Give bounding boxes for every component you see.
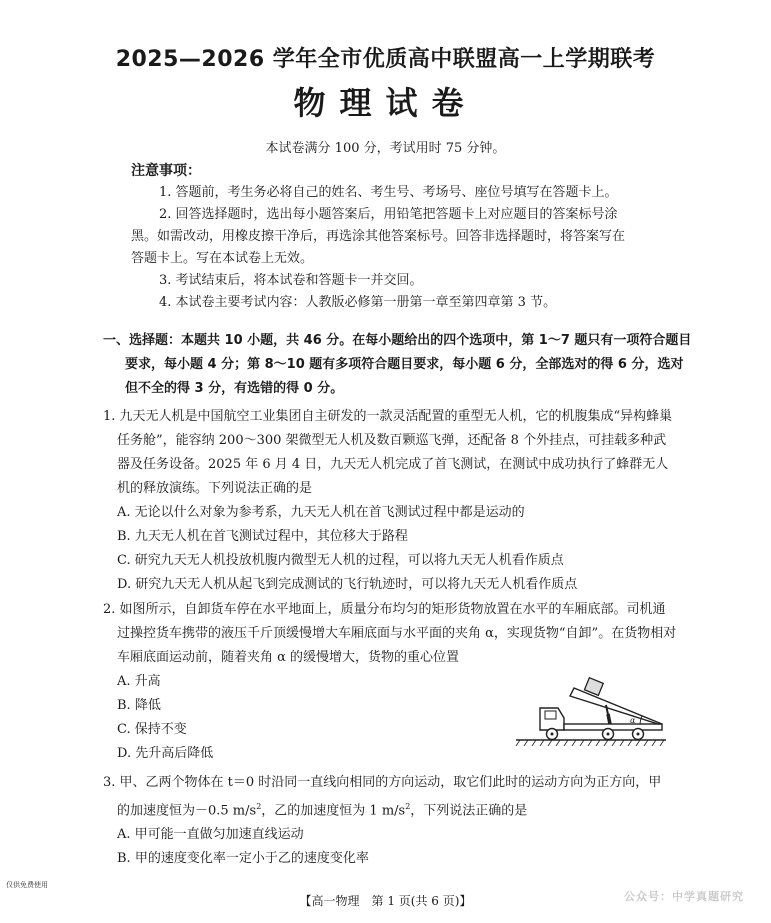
question-stem-part: 3. 甲、乙两个物体在 t＝0 时沿同一直线向相同的方向运动，取它们此时的运动方向为正方向，甲的加速度恒为－0.5 m/s bbox=[103, 775, 662, 819]
superscript: 2 bbox=[405, 802, 411, 811]
superscript: 2 bbox=[256, 802, 262, 811]
question-stem-part: ，下列说法正确的是 bbox=[410, 803, 528, 819]
option-d: D. 研究九天无人机从起飞到完成测试的飞行轨迹时，可以将九天无人机看作质点 bbox=[117, 577, 578, 592]
angle-alpha-label: α bbox=[630, 716, 636, 725]
option-d: D. 先升高后降低 bbox=[117, 746, 214, 761]
question-stem-part: ，乙的加速度恒为 1 m/s bbox=[261, 803, 406, 819]
dump-truck-diagram bbox=[512, 674, 672, 752]
notice-item: 4. 本试卷主要考试内容：人教版必修第一册第一章至第四章第 3 节。 bbox=[159, 295, 557, 310]
notice-item: 3. 考试结束后，将本试卷和答题卡一并交回。 bbox=[159, 273, 423, 288]
option-b: B. 降低 bbox=[117, 698, 161, 713]
exam-meta: 本试卷满分 100 分，考试用时 75 分钟。 bbox=[265, 141, 506, 156]
page-footer: 【高一物理 第 1 页(共 6 页)】 bbox=[299, 894, 472, 908]
notice-item: 1. 答题前，考生务必将自己的姓名、考生号、考场号、座位号填写在答题卡上。 bbox=[159, 185, 618, 200]
question-1 bbox=[103, 405, 673, 597]
section-heading: 一、选择题：本题共 10 小题，共 46 分。在每小题给出的四个选项中，第 1～7 题只有一项符合题目要求，每小题 4 分；第 8～10 题有多项符合题目要求，每小题 6 分，全部选对的得 6 分，选对但不全的得 3 分，有选错的得 0 分。 bbox=[103, 333, 692, 396]
option-b: B. 甲的速度变化率一定小于乙的速度变化率 bbox=[117, 851, 369, 867]
notice-heading: 注意事项： bbox=[131, 163, 201, 179]
question-stem: 2. 如图所示，自卸货车停在水平地面上，质量分布均匀的矩形货物放置在水平的车厢底部。司机通过操控货车携带的液压千斤顶缓慢增大车厢底面与水平面的夹角 α，实现货物“自卸”。在货物相对车厢底面运动前，随着夹角 α 的缓慢增大，货物的重心位置 bbox=[103, 602, 677, 665]
watermark: 公众号：中学真题研究 bbox=[624, 890, 744, 903]
question-stem: 1. 九天无人机是中国航空工业集团自主研发的一款灵活配置的重型无人机，它的机腹集成“异构蜂巢任务舱”，能容纳 200～300 架微型无人机及数百颗巡飞弹，还配备 8 个外挂点，可挂载多种武器及任务设备。2025 年 6 月 4 日，九天无人机完成了首飞测试，在测试中成功执行了蜂群无人机的释放演练。下列说法正确的是 bbox=[103, 409, 673, 496]
exam-title: 2025—2026 学年全市优质高中联盟高一上学期联考 bbox=[115, 47, 656, 72]
question-3 bbox=[103, 771, 673, 871]
question-stem bbox=[103, 771, 673, 823]
option-c: C. 保持不变 bbox=[117, 722, 187, 737]
option-a: A. 升高 bbox=[117, 674, 161, 689]
notice-list bbox=[131, 182, 631, 314]
subject-title: 物理试卷 bbox=[293, 84, 478, 122]
side-print: 仅供免费使用 bbox=[6, 881, 48, 889]
option-b: B. 九天无人机在首飞测试过程中，其位移大于路程 bbox=[117, 529, 408, 544]
notice-item: 2. 回答选择题时，选出每小题答案后，用铅笔把答题卡上对应题目的答案标号涂黑。如需改动，用橡皮擦干净后，再选涂其他答案标号。回答非选择题时，将答案写在答题卡上。写在本试卷上无效。 bbox=[131, 207, 626, 266]
option-c: C. 研究九天无人机投放机腹内微型无人机的过程，可以将九天无人机看作质点 bbox=[117, 553, 564, 568]
option-a: A. 无论以什么对象为参考系，九天无人机在首飞测试过程中都是运动的 bbox=[117, 505, 525, 520]
option-a: A. 甲可能一直做匀加速直线运动 bbox=[117, 827, 304, 843]
